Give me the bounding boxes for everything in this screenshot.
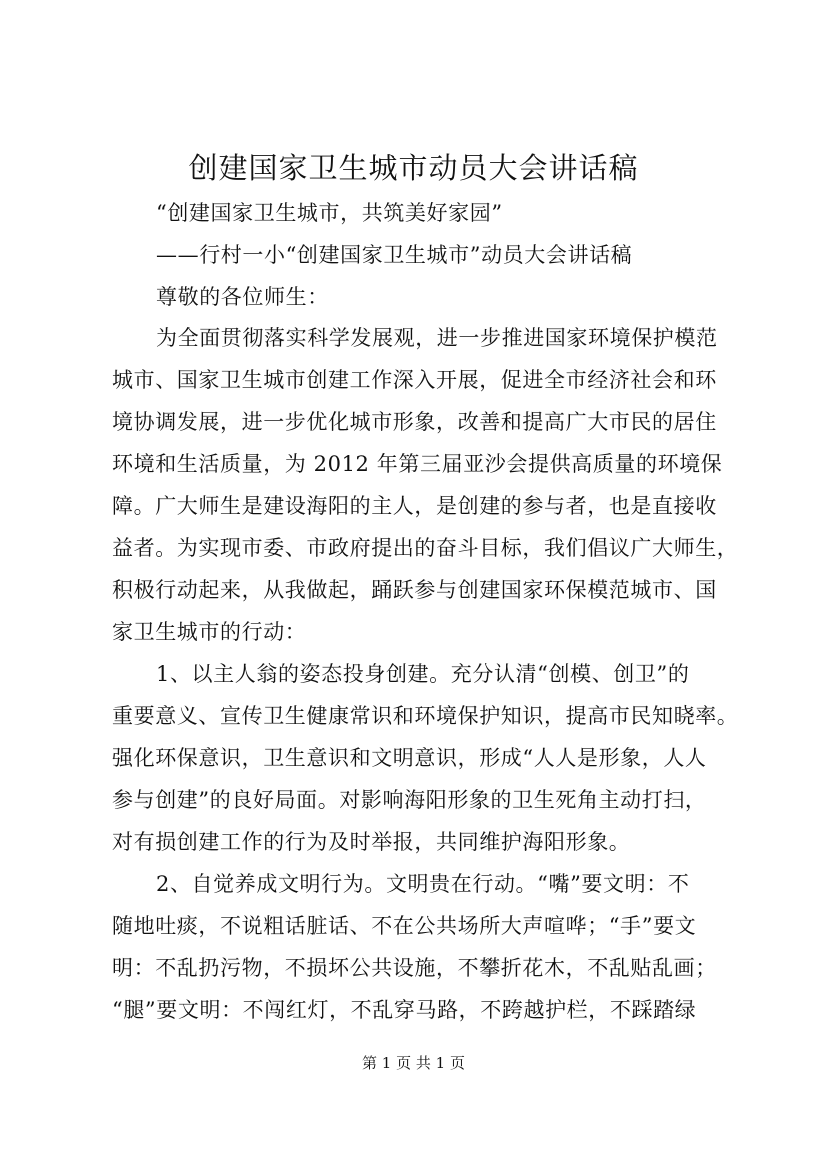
body-line: 对有损创建工作的行为及时举报，共同维护海阳形象。 xyxy=(112,830,631,854)
body-line: 随地吐痰，不说粗话脏话、不在公共场所大声喧哗；“手”要文 xyxy=(112,914,697,938)
body-line: 益者。为实现市委、市政府提出的奋斗目标，我们倡议广大师生， xyxy=(112,536,739,560)
body-line: 环境和生活质量，为 2012 年第三届亚沙会提供高质量的环境保 xyxy=(112,452,723,476)
body-line: “腿”要文明：不闯红灯，不乱穿马路，不跨越护栏，不踩踏绿 xyxy=(112,998,697,1022)
document-title: 创建国家卫生城市动员大会讲话稿 xyxy=(188,151,639,185)
salutation: 尊敬的各位师生： xyxy=(156,285,329,309)
body-line: 参与创建”的良好局面。对影响海阳形象的卫生死角主动打扫， xyxy=(112,788,707,812)
body-line: 明：不乱扔污物，不损坏公共设施，不攀折花木，不乱贴乱画； xyxy=(112,956,717,980)
body-line: 城市、国家卫生城市创建工作深入开展，促进全市经济社会和环 xyxy=(112,368,717,392)
body-line: 为全面贯彻落实科学发展观，进一步推进国家环境保护模范 xyxy=(156,326,718,350)
subtitle-slogan: “创建国家卫生城市，共筑美好家园” xyxy=(156,201,503,225)
body-line: 积极行动起来，从我做起，踊跃参与创建国家环保模范城市、国 xyxy=(112,578,717,602)
page-footer: 第 1 页 共 1 页 xyxy=(362,1054,465,1072)
body-line: 2、自觉养成文明行为。文明贵在行动。“嘴”要文明：不 xyxy=(156,872,690,896)
body-line: 强化环保意识，卫生意识和文明意识，形成“人人是形象，人人 xyxy=(112,746,707,770)
body-line: 障。广大师生是建设海阳的主人，是创建的参与者，也是直接收 xyxy=(112,494,717,518)
body-line: 1、以主人翁的姿态投身创建。充分认清“创模、创卫”的 xyxy=(156,662,690,686)
body-line: 境协调发展，进一步优化城市形象，改善和提高广大市民的居住 xyxy=(112,410,717,434)
body-line: 家卫生城市的行动： xyxy=(112,620,307,644)
subtitle-speech: ——行村一小“创建国家卫生城市”动员大会讲话稿 xyxy=(156,243,633,267)
body-line: 重要意义、宣传卫生健康常识和环境保护知识，提高市民知晓率。 xyxy=(112,704,739,728)
